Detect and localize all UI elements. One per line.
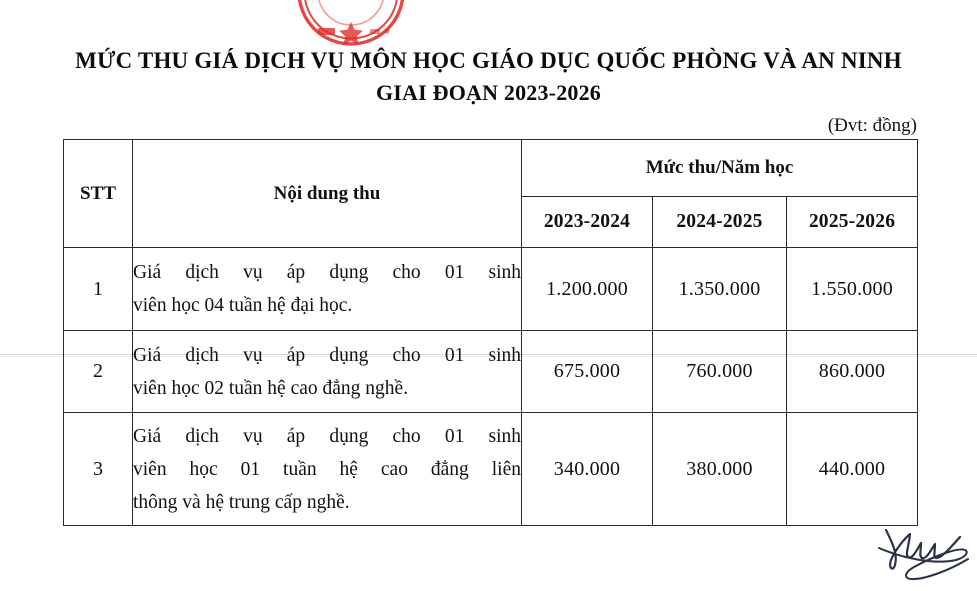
currency-unit-note: (Đvt: đồng) — [827, 115, 917, 136]
header-fee-group: Mức thu/Năm học — [522, 140, 918, 197]
row-description-line: Giá dịch vụ áp dụng cho 01 sinh — [133, 425, 521, 447]
row-description — [133, 248, 522, 331]
amount-2024-2025: 760.000 — [653, 331, 787, 413]
red-official-seal — [256, 0, 446, 48]
table-row — [64, 413, 918, 526]
row-description — [133, 331, 522, 413]
amount-2025-2026: 860.000 — [787, 331, 918, 413]
amount-2025-2026: 1.550.000 — [787, 248, 918, 331]
row-description-line: viên học 01 tuần hệ cao đẳng liên — [133, 458, 521, 480]
row-description-line: Giá dịch vụ áp dụng cho 01 sinh — [133, 262, 521, 283]
row-description-line: viên học 02 tuần hệ cao đẳng nghề. — [133, 377, 409, 399]
amount-2024-2025: 1.350.000 — [653, 248, 787, 331]
page-title — [0, 46, 977, 108]
row-description-line: thông và hệ trung cấp nghề. — [133, 491, 350, 513]
table-row — [64, 331, 918, 413]
amount-2024-2025: 380.000 — [653, 413, 787, 526]
header-year-2025-2026: 2025-2026 — [787, 197, 918, 248]
title-line-1: MỨC THU GIÁ DỊCH VỤ MÔN HỌC GIÁO DỤC QUỐC PHÒNG VÀ AN NINH — [75, 48, 902, 73]
handwritten-signature — [872, 524, 977, 586]
table-row — [64, 248, 918, 331]
row-description-line: viên học 04 tuần hệ đại học. — [133, 295, 353, 316]
row-description-line: Giá dịch vụ áp dụng cho 01 sinh — [133, 344, 521, 366]
header-year-2024-2025: 2024-2025 — [653, 197, 787, 248]
fee-schedule-table — [63, 139, 918, 526]
row-index: 3 — [64, 413, 133, 526]
amount-2025-2026: 440.000 — [787, 413, 918, 526]
amount-2023-2024: 675.000 — [522, 331, 653, 413]
row-index: 2 — [64, 331, 133, 413]
title-line-2: GIAI ĐOẠN 2023-2026 — [375, 80, 602, 105]
header-year-2023-2024: 2023-2024 — [522, 197, 653, 248]
header-content: Nội dung thu — [133, 140, 522, 248]
header-stt: STT — [64, 140, 133, 248]
amount-2023-2024: 1.200.000 — [522, 248, 653, 331]
row-index: 1 — [64, 248, 133, 331]
row-description — [133, 413, 522, 526]
table-header-row — [64, 140, 918, 197]
amount-2023-2024: 340.000 — [522, 413, 653, 526]
